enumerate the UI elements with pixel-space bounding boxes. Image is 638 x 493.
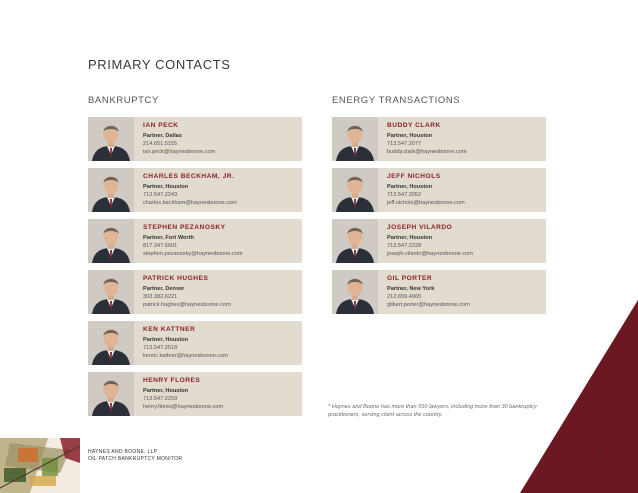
contact-email-link[interactable]: kenric.kattner@haynesboone.com [143, 353, 228, 359]
contact-email-link[interactable]: joseph.vilardo@haynesboone.com [387, 251, 473, 257]
contact-card [332, 168, 546, 212]
contact-role: Partner, New York [387, 286, 435, 292]
contact-info [143, 122, 298, 156]
contact-photo [88, 117, 134, 161]
contact-email-link[interactable]: charles.beckham@haynesboone.com [143, 200, 237, 206]
contact-name: IAN PECK [143, 122, 179, 129]
contact-card [332, 117, 546, 161]
page-number: 7 [598, 449, 602, 455]
contacts-column-energy-transactions [332, 117, 546, 321]
contact-card [88, 168, 302, 212]
contact-email-link[interactable]: patrick.hughes@haynesboone.com [143, 302, 231, 308]
contact-name: BUDDY CLARK [387, 122, 441, 129]
contact-photo [332, 270, 378, 314]
contact-role: Partner, Fort Worth [143, 235, 194, 241]
contact-role: Partner, Houston [387, 235, 433, 241]
contact-card [88, 219, 302, 263]
contact-phone[interactable]: 817.347.6601 [143, 243, 178, 249]
contact-phone[interactable]: 713.547.2243 [143, 192, 178, 198]
contact-info [143, 224, 298, 258]
contact-info [387, 224, 542, 258]
contact-card [332, 270, 546, 314]
contact-photo [88, 168, 134, 212]
contact-role: Partner, Houston [143, 337, 189, 343]
contact-name: STEPHEN PEZANOSKY [143, 224, 226, 231]
contact-role: Partner, Denver [143, 286, 185, 292]
contact-phone[interactable]: 713.547.2052 [387, 192, 422, 198]
collage-graphic [0, 438, 80, 493]
contact-name: JEFF NICHOLS [387, 173, 441, 180]
footer-publication-name: OIL PATCH BANKRUPTCY MONITOR [88, 455, 183, 462]
footer [88, 449, 182, 462]
contact-role: Partner, Houston [143, 388, 189, 394]
contact-phone[interactable]: 713.547.2228 [387, 243, 422, 249]
page-title: PRIMARY CONTACTS [88, 57, 231, 72]
footer-firm-name: HAYNES AND BOONE, LLP [88, 449, 158, 455]
contact-name: GIL PORTER [387, 275, 433, 282]
contact-card [88, 270, 302, 314]
contact-card [88, 372, 302, 416]
contact-phone[interactable]: 713.547.2259 [143, 396, 178, 402]
contact-phone[interactable]: 212.659.4965 [387, 294, 422, 300]
contact-name: JOSEPH VILARDO [387, 224, 453, 231]
contact-email-link[interactable]: stephen.pezanosky@haynesboone.com [143, 251, 243, 257]
contact-photo [332, 168, 378, 212]
contact-info [387, 173, 542, 207]
contact-photo [88, 270, 134, 314]
contact-role: Partner, Houston [143, 184, 189, 190]
contact-card [88, 117, 302, 161]
contact-role: Partner, Dallas [143, 133, 182, 139]
contact-role: Partner, Houston [387, 133, 433, 139]
contact-info [143, 326, 298, 360]
contact-photo [332, 219, 378, 263]
contact-card [88, 321, 302, 365]
contact-email-link[interactable]: henry.flores@haynesboone.com [143, 404, 224, 410]
contact-name: CHARLES BECKHAM, JR. [143, 173, 235, 180]
contact-phone[interactable]: 303.382.6221 [143, 294, 178, 300]
contact-photo [88, 372, 134, 416]
contact-photo [88, 321, 134, 365]
contact-email-link[interactable]: gilbert.porter@haynesboone.com [387, 302, 470, 308]
contact-card [332, 219, 546, 263]
contact-name: PATRICK HUGHES [143, 275, 209, 282]
contact-info [143, 275, 298, 309]
contact-info [143, 173, 298, 207]
contact-info [387, 122, 542, 156]
contact-email-link[interactable]: ian.peck@haynesboone.com [143, 149, 216, 155]
contact-phone[interactable]: 713.547.2518 [143, 345, 178, 351]
contact-phone[interactable]: 214.651.5155 [143, 141, 178, 147]
section-title-energy-transactions: ENERGY TRANSACTIONS [332, 95, 461, 106]
contact-name: KEN KATTNER [143, 326, 196, 333]
section-title-bankruptcy: BANKRUPTCY [88, 95, 159, 106]
contact-phone[interactable]: 713.547.2077 [387, 141, 422, 147]
contacts-column-bankruptcy [88, 117, 302, 423]
contact-email-link[interactable]: buddy.clark@haynesboone.com [387, 149, 467, 155]
contact-photo [332, 117, 378, 161]
contact-role: Partner, Houston [387, 184, 433, 190]
contact-photo [88, 219, 134, 263]
contact-info [387, 275, 542, 309]
contact-email-link[interactable]: jeff.nichols@haynesboone.com [387, 200, 465, 206]
contact-name: HENRY FLORES [143, 377, 201, 384]
contact-info [143, 377, 298, 411]
footnote: * Haynes and Boone has more than 550 lawyers, including more than 30 bankruptcy practitioners, serving client across the country. [328, 404, 537, 418]
